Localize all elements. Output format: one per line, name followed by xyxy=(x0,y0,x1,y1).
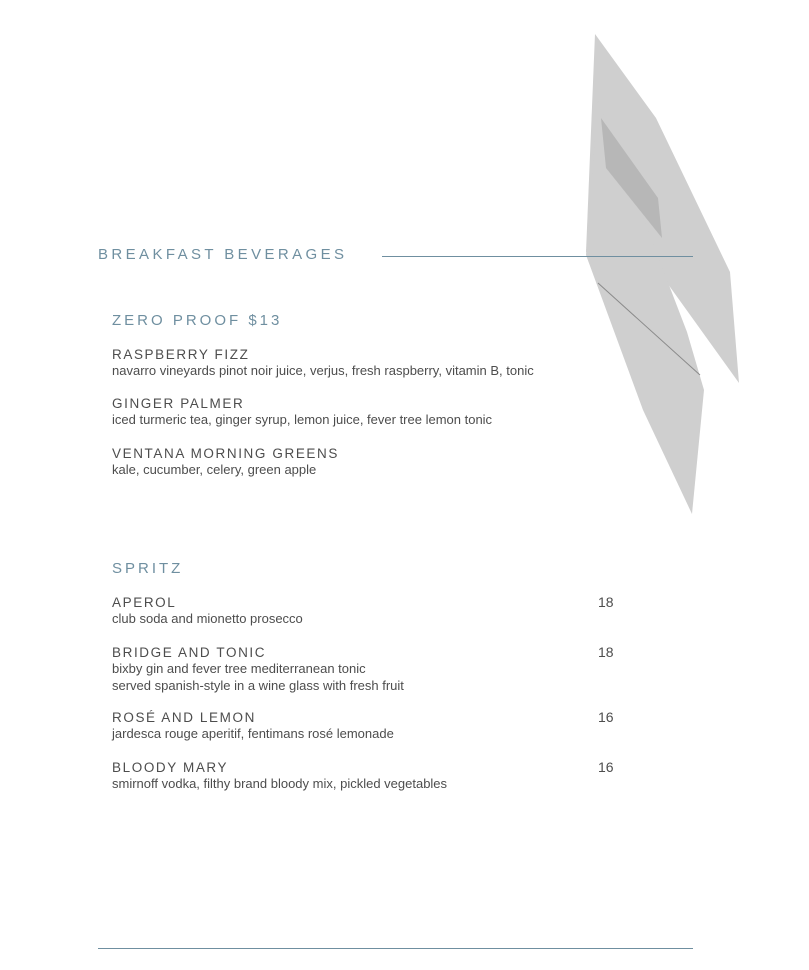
item-name: ROSÉ AND LEMON xyxy=(112,710,256,725)
item-price: 18 xyxy=(598,594,614,610)
item-name: BLOODY MARY xyxy=(112,760,229,775)
item-name: GINGER PALMER xyxy=(112,396,245,411)
item-name: RASPBERRY FIZZ xyxy=(112,347,250,362)
footer-divider xyxy=(98,948,693,949)
item-price: 16 xyxy=(598,759,614,775)
menu-item-bloody-mary xyxy=(112,759,622,793)
item-description: smirnoff vodka, filthy brand bloody mix, pickled vegetables xyxy=(112,776,448,791)
spritz-heading: SPRITZ xyxy=(112,560,184,577)
menu-item-ventana-morning-greens xyxy=(112,445,622,479)
menu-item-ginger-palmer xyxy=(112,395,622,429)
item-name: BRIDGE AND TONIC xyxy=(112,645,267,660)
item-description-secondary: served spanish-style in a wine glass with fresh fruit xyxy=(112,677,404,693)
zero-proof-heading: ZERO PROOF $13 xyxy=(112,312,283,329)
item-price: 16 xyxy=(598,709,614,725)
item-description: jardesca rouge aperitif, fentimans rosé lemonade xyxy=(112,726,394,741)
item-price: 18 xyxy=(598,644,614,660)
menu-item-raspberry-fizz xyxy=(112,346,622,380)
item-description: bixby gin and fever tree mediterranean tonic xyxy=(112,661,366,676)
item-description: iced turmeric tea, ginger syrup, lemon juice, fever tree lemon tonic xyxy=(112,412,493,427)
item-description: kale, cucumber, celery, green apple xyxy=(112,462,317,477)
item-description: club soda and mionetto prosecco xyxy=(112,611,303,626)
menu-title: BREAKFAST BEVERAGES xyxy=(98,246,348,263)
item-name: APEROL xyxy=(112,595,177,610)
menu-item-bridge-and-tonic xyxy=(112,644,622,694)
menu-item-aperol xyxy=(112,594,622,628)
menu-item-rose-and-lemon xyxy=(112,709,622,743)
title-divider xyxy=(382,256,693,257)
item-name: VENTANA MORNING GREENS xyxy=(112,446,339,461)
item-description: navarro vineyards pinot noir juice, verjus, fresh raspberry, vitamin B, tonic xyxy=(112,363,534,378)
